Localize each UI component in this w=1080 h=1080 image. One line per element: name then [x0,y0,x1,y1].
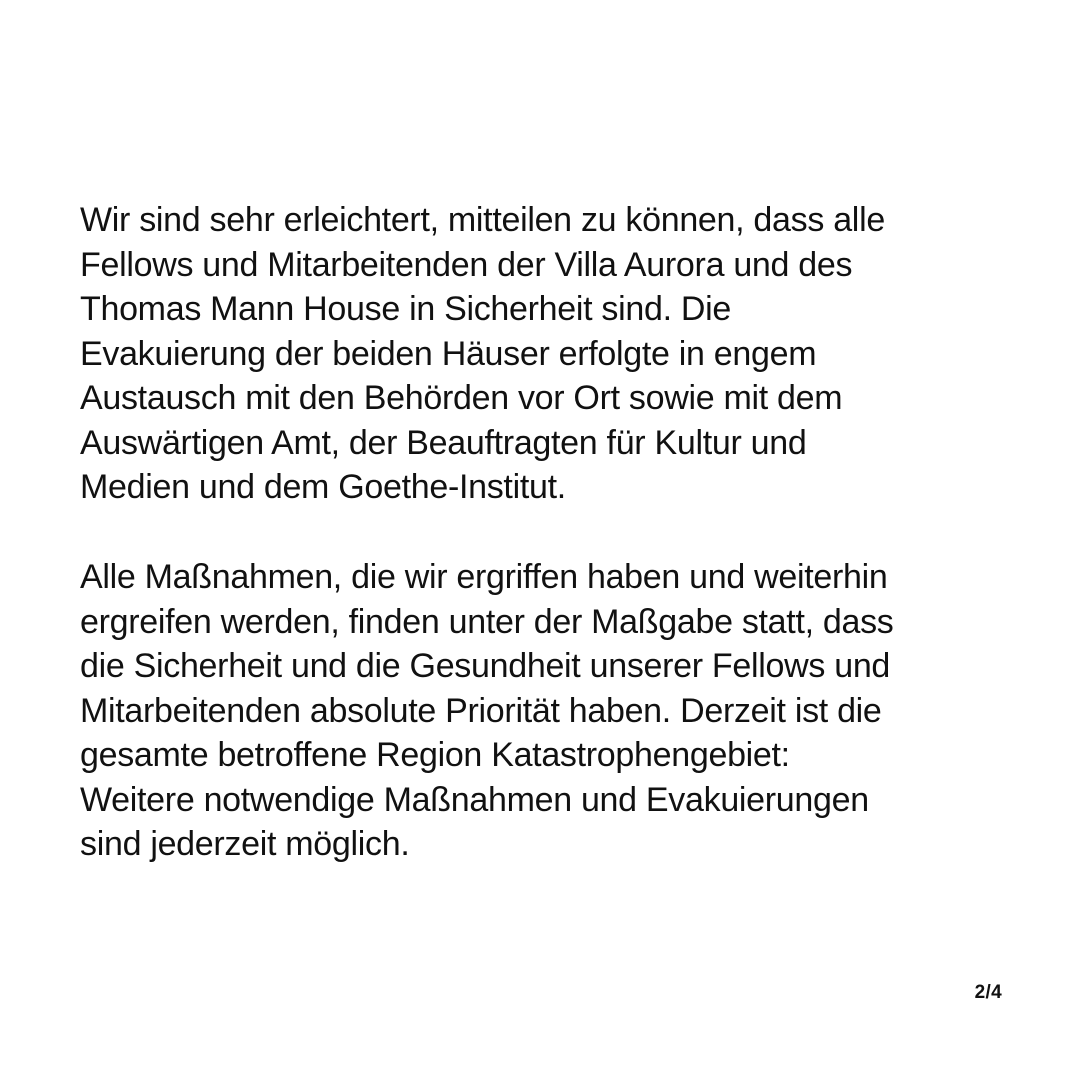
paragraph-line: Auswärtigen Amt, der Beauftragten für Kultur und [80,423,807,462]
paragraph-line: Austausch mit den Behörden vor Ort sowie mit dem [80,379,843,417]
paragraph-line: die Sicherheit und die Gesundheit unserer Fellows und [80,647,891,685]
paragraph-line: gesamte betroffene Region Katastrophengebiet: [80,736,790,774]
paragraph-line: Alle Maßnahmen, die wir ergriffen haben und weiterhin [80,558,888,596]
paragraph-line: Thomas Mann House in Sicherheit sind. Die [80,290,732,328]
paragraph-line: Mitarbeitenden absolute Priorität haben. Derzeit ist die [80,691,882,730]
paragraph-line: Evakuierung der beiden Häuser erfolgte in engem [80,334,817,373]
paragraph-line: Weitere notwendige Maßnahmen und Evakuierungen [80,780,869,819]
page-indicator: 2/4 [974,982,1002,1003]
paragraph-1 [80,198,885,510]
paragraph-line: Medien und dem Goethe-Institut. [80,468,566,506]
paragraph-line: ergreifen werden, finden unter der Maßgabe statt, dass [80,602,894,641]
paragraph-line: Wir sind sehr erleichtert, mitteilen zu können, dass alle [80,201,885,239]
paragraph-2 [80,555,894,867]
paragraph-line: sind jederzeit möglich. [80,825,410,863]
paragraph-line: Fellows und Mitarbeitenden der Villa Aurora und des [80,245,853,284]
